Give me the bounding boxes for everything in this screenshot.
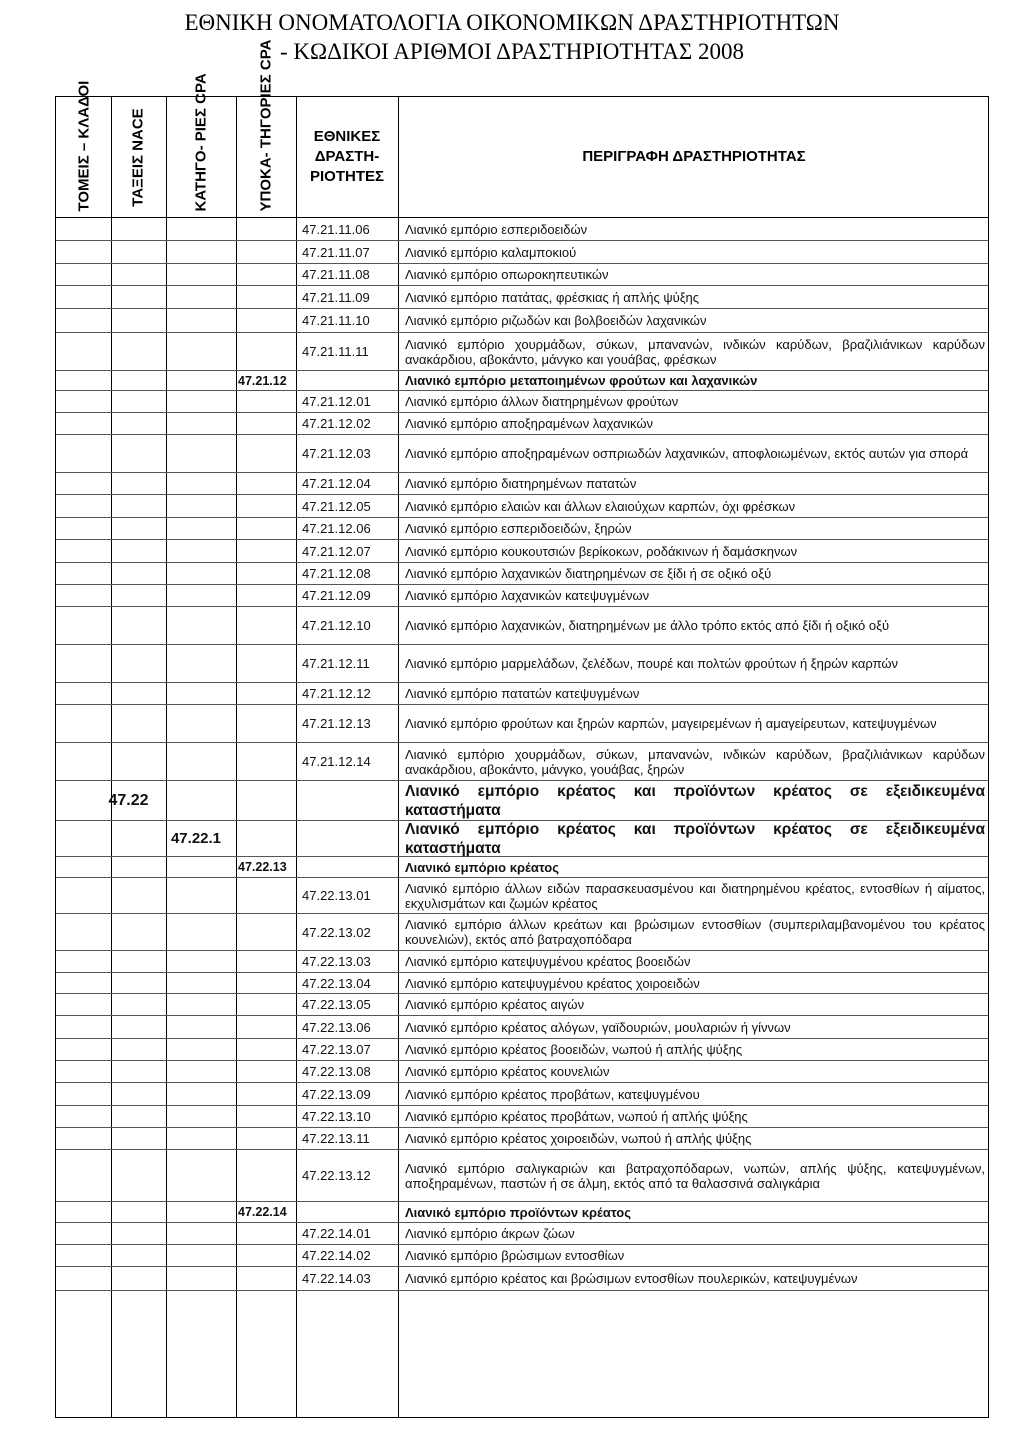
activity-description: Λιανικό εμπόριο κρέατος και προϊόντων κρέατος σε εξειδικευμένα καταστήματα [405,782,985,819]
header-sectors: ΤΟΜΕΙΣ – ΚΛΑΔΟΙ [75,80,92,211]
table-row [56,645,988,683]
activity-description: Λιανικό εμπόριο χουρμάδων, σύκων, μπανανών, ινδικών καρύδων, βραζιλιάνικων καρύδων ανακάρδιου, αβοκάντο, μάνγκο και γουάβας, φρέσκων [405,336,985,367]
activity-description: Λιανικό εμπόριο άκρων ζώων [405,1226,575,1241]
activity-code: 47.22.13.05 [302,997,371,1012]
activity-description: Λιανικό εμπόριο κουκουτσιών βερίκοκων, ροδάκινων ή δαμάσκηνων [405,543,798,559]
table-row [56,821,988,857]
activity-description: Λιανικό εμπόριο κρέατος χοιροειδών, νωπού ή απλής ψύξης [405,1131,752,1146]
activity-description: Λιανικό εμπόριο λαχανικών κατεψυγμένων [405,588,650,603]
header-categories: ΚΑΤΗΓΟ- ΡΙΕΣ CPA [192,72,210,211]
table-row [56,264,988,286]
activity-code: 47.21.11.07 [302,244,370,260]
title-line-1: ΕΘΝΙΚΗ ΟΝΟΜΑΤΟΛΟΓΙΑ ΟΙΚΟΝΟΜΙΚΩΝ ΔΡΑΣΤΗΡΙΟΤΗΤΩΝ [184,10,840,35]
activity-code: 47.21.12.10 [302,618,371,633]
activity-description: Λιανικό εμπόριο κατεψυγμένου κρέατος βοοειδών [405,954,691,969]
table-row [56,1039,988,1061]
table-row [56,585,988,607]
activity-code: 47.21.12.11 [302,656,370,671]
table-row [56,878,988,914]
activity-code: 47.22.14 [238,1205,287,1219]
activity-code: 47.22.13.12 [302,1168,371,1183]
activity-code: 47.22.13 [238,860,287,874]
table-row [56,1150,988,1202]
activity-code: 47.21.12.02 [302,416,371,431]
activity-description: Λιανικό εμπόριο άλλων ειδών παρασκευασμένου και διατηρημένου κρέατος, εντοσθίων ή αίματος, εκχυλισμάτων και ζωμών κρέατος [405,880,985,911]
table-row [56,607,988,645]
activity-description: Λιανικό εμπόριο κρέατος προβάτων, κατεψυγμένου [405,1086,700,1102]
activity-code: 47.22.13.07 [302,1042,371,1057]
activity-description: Λιανικό εμπόριο διατηρημένων πατατών [405,476,637,491]
activity-code: 47.21.11.11 [302,344,369,359]
activity-code: 47.21.12.04 [302,476,371,491]
activity-description: Λιανικό εμπόριο άλλων κρεάτων και βρώσιμων εντοσθίων (συμπεριλαμβανομένου του κρέατος κουνελιών), εκτός από βατραχοπόδαρα [405,917,985,947]
activity-code: 47.22.14.03 [302,1271,371,1286]
activity-description: Λιανικό εμπόριο μεταποιημένων φρούτων και λαχανικών [405,373,758,388]
table-row [56,495,988,518]
activity-code: 47.22 [108,791,149,809]
activity-code: 47.22.1 [170,830,222,847]
activity-code: 47.22.14.01 [302,1226,371,1241]
table-row [56,1083,988,1106]
activity-description: Λιανικό εμπόριο κρέατος [405,859,560,875]
table-row [56,1128,988,1150]
table-row [56,518,988,540]
table-row [56,994,988,1016]
activity-description: Λιανικό εμπόριο αποξηραμένων οσπριωδών λαχανικών, αποφλοιωμένων, εκτός αυτών για σπορά [405,446,969,461]
table-row [56,563,988,585]
activity-description: Λιανικό εμπόριο κρέατος αλόγων, γαϊδουριών, μουλαριών ή γίννων [405,1019,791,1035]
activity-description: Λιανικό εμπόριο κρέατος βοοειδών, νωπού ή απλής ψύξης [405,1042,743,1057]
activity-description: Λιανικό εμπόριο κρέατος αιγών [405,997,585,1012]
activity-description: Λιανικό εμπόριο κρέατος προβάτων, νωπού ή απλής ψύξης [405,1109,748,1124]
table-row [56,914,988,951]
activity-code: 47.21.11.06 [302,221,370,237]
activity-description: Λιανικό εμπόριο κρέατος κουνελιών [405,1064,610,1079]
activity-description: Λιανικό εμπόριο πατάτας, φρέσκιας ή απλής ψύξης [405,289,700,305]
table-row [56,473,988,495]
activity-description: Λιανικό εμπόριο αποξηραμένων λαχανικών [405,416,653,431]
activity-description: Λιανικό εμπόριο προϊόντων κρέατος [405,1204,631,1220]
activity-code: 47.22.13.06 [302,1019,371,1035]
activity-code: 47.21.12.07 [302,543,371,559]
activity-code: 47.22.13.01 [302,888,371,903]
table-row [56,309,988,333]
activity-code: 47.22.13.10 [302,1109,371,1124]
activity-description: Λιανικό εμπόριο άλλων διατηρημένων φρούτων [405,394,679,409]
activity-code: 47.22.13.09 [302,1086,371,1102]
activity-description: Λιανικό εμπόριο εσπεριδοειδών [405,221,588,237]
activity-code: 47.21.12.05 [302,498,371,514]
activity-code: 47.22.13.08 [302,1064,371,1079]
activity-description: Λιανικό εμπόριο ελαιών και άλλων ελαιούχων καρπών, όχι φρέσκων [405,498,796,514]
activity-code: 47.21.11.10 [302,313,370,328]
activity-description: Λιανικό εμπόριο καλαμποκιού [405,244,577,260]
table-row [56,218,988,241]
activity-code: 47.21.11.08 [302,267,370,282]
activity-description: Λιανικό εμπόριο φρούτων και ξηρών καρπών, μαγειρεμένων ή αμαγείρευτων, κατεψυγμένων [405,716,937,731]
table-body [56,218,988,1291]
table-row [56,333,988,371]
activity-description: Λιανικό εμπόριο κρέατος και βρώσιμων εντοσθίων πουλερικών, κατεψυγμένων [405,1271,858,1286]
activity-description: Λιανικό εμπόριο πατατών κατεψυγμένων [405,686,640,701]
activity-code: 47.21.12.08 [302,566,371,581]
table-row [56,1061,988,1083]
document-title [0,8,1024,66]
activity-code: 47.21.12.13 [302,716,371,731]
activity-code: 47.22.13.11 [302,1131,370,1146]
table-row [56,1106,988,1128]
table-row [56,413,988,435]
header-subcategories: ΥΠΟΚΑ- ΤΗΓΟΡΙΕΣ CPA [257,39,275,211]
table-row [56,241,988,264]
activity-description: Λιανικό εμπόριο κατεψυγμένου κρέατος χοιροειδών [405,975,700,991]
activity-code: 47.22.13.03 [302,954,371,969]
activity-description: Λιανικό εμπόριο βρώσιμων εντοσθίων [405,1248,625,1263]
activity-description: Λιανικό εμπόριο οπωροκηπευτικών [405,267,609,282]
activity-code: 47.21.12.09 [302,588,371,603]
table-row [56,1245,988,1267]
activity-description: Λιανικό εμπόριο μαρμελάδων, ζελέδων, πουρέ και πολτών φρούτων ή ξηρών καρπών [405,656,899,671]
title-line-2: - ΚΩΔΙΚΟΙ ΑΡΙΘΜΟΙ ΔΡΑΣΤΗΡΙΟΤΗΤΑΣ 2008 [279,39,745,64]
table-row [56,705,988,743]
activity-description: Λιανικό εμπόριο χουρμάδων, σύκων, μπανανών, ινδικών καρύδων, βραζιλιάνικων καρύδων ανακάρδιου, αβοκάντο, μάνγκο, γουάβας, ξηρών [405,746,985,777]
table-row [56,683,988,705]
table-row [56,540,988,563]
activity-description: Λιανικό εμπόριο λαχανικών, διατηρημένων με άλλο τρόπο εκτός από ξίδι ή οξικό οξύ [405,618,890,633]
activity-code: 47.21.12.03 [302,446,371,461]
activity-code: 47.22.14.02 [302,1248,371,1263]
activity-description: Λιανικό εμπόριο εσπεριδοειδών, ξηρών [405,521,632,536]
header-description: ΠΕΡΙΓΡΑΦΗ ΔΡΑΣΤΗΡΙΟΤΗΤΑΣ [582,148,806,165]
activity-description: Λιανικό εμπόριο ριζωδών και βολβοειδών λαχανικών [405,313,707,328]
table-row [56,1223,988,1245]
header-national-activities: ΕΘΝΙΚΕΣ ΔΡΑΣΤΗ- ΡΙΟΤΗΤΕΣ [309,128,384,185]
activity-code: 47.21.12.01 [302,394,371,409]
table-row [56,435,988,473]
activity-code: 47.21.11.09 [302,289,370,305]
activity-code: 47.21.12.14 [302,754,371,769]
table-row [56,1202,988,1223]
activity-code: 47.21.12 [238,373,287,388]
activity-code: 47.21.12.06 [302,521,371,536]
table-row [56,1016,988,1039]
activity-code: 47.22.13.04 [302,975,371,991]
table-row [56,286,988,309]
activity-description: Λιανικό εμπόριο λαχανικών διατηρημένων σε ξίδι ή σε οξικό οξύ [405,566,772,581]
activity-code: 47.22.13.02 [302,924,371,940]
activity-description: Λιανικό εμπόριο σαλιγκαριών και βατραχοπόδαρων, νωπών, απλής ψύξης, κατεψυγμένων, αποξηραμένων, παστών ή σε άλμη, εκτός από τα θαλασσινά σαλιγκάρια [405,1160,985,1191]
activity-code: 47.21.12.12 [302,686,371,701]
table-row [56,781,988,821]
activity-description: Λιανικό εμπόριο κρέατος και προϊόντων κρέατος σε εξειδικευμένα καταστήματα [405,820,985,857]
table-row [56,973,988,994]
table-row [56,1267,988,1291]
table-row [56,743,988,781]
table-row [56,391,988,413]
table-row [56,371,988,391]
table-row [56,951,988,973]
header-classes: ΤΑΞΕΙΣ NACE [130,107,148,207]
table-row [56,857,988,878]
